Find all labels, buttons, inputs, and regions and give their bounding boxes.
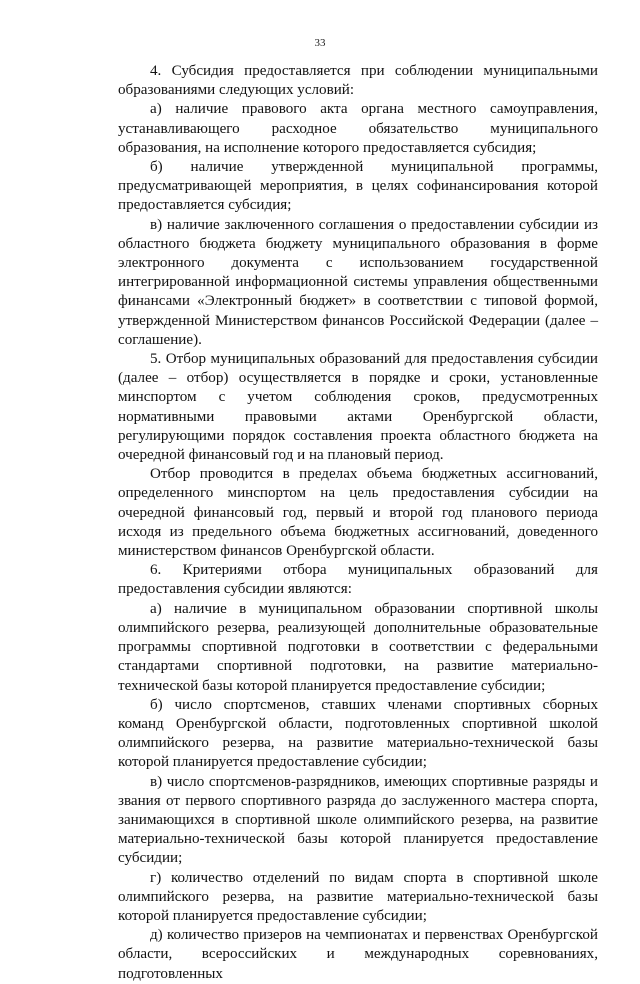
criterion-a-school: а) наличие в муниципальном образовании спортивной школы олимпийского резерва, реализующей дополнительные образовательные программы спортивной подготовки в соответствии с федеральными стандартами спортивной подготовки, на развитие материально-технической базы которой планируется предоставление субсидии; (118, 600, 598, 694)
paragraph-4-conditions: 4. Субсидия предоставляется при соблюдении муниципальными образованиями следующих условий: (118, 63, 598, 99)
criterion-d-departments: г) количество отделений по видам спорта в спортивной школе олимпийского резерва, на развитие материально-технической базы которой планируется предоставление субсидии; (118, 869, 598, 924)
paragraph-5-selection: 5. Отбор муниципальных образований для предоставления субсидии (далее – отбор) осуществляется в порядке и сроки, установленные минспортом с учетом соблюдения сроков, предусмотренных нормативными правовыми актами Оренбургской области, регулирующими порядок составления проекта областного бюджета на очередной финансовый год и на плановый период. (118, 351, 598, 464)
condition-b-program: б) наличие утвержденной муниципальной программы, предусматривающей мероприятия, в целях софинансирования которой предоставляется субсидия; (118, 159, 598, 214)
paragraph-6-criteria: 6. Критериями отбора муниципальных образований для предоставления субсидии являются: (118, 562, 598, 598)
paragraph-selection-limits: Отбор проводится в пределах объема бюджетных ассигнований, определенного минспортом на цель предоставления субсидии на очередной финансовый год, первый и второй год планового периода исходя из предельного объема бюджетных ассигнований, доведенного министерством финансов Оренбургской области. (118, 466, 598, 560)
criterion-c-ranked-athletes: в) число спортсменов-разрядников, имеющих спортивные разряды и звания от первого спортивного разряда до заслуженного мастера спорта, занимающихся в спортивной школе олимпийского резерва, на развитие материально-технической базы которой планируется предоставление субсидии; (118, 773, 598, 867)
page-number: 33 (314, 37, 326, 49)
document-body (118, 62, 598, 984)
condition-a-legal-act: а) наличие правового акта органа местного самоуправления, устанавливающего расходное обязательство муниципального образования, на исполнение которого предоставляется субсидия; (118, 101, 598, 156)
condition-c-agreement: в) наличие заключенного соглашения о предоставлении субсидии из областного бюджета бюджету муниципального образования в форме электронного документа с использованием государственной интегрированной информационной системы управления общественными финансами «Электронный бюджет» в соответствии с типовой формой, утвержденной Министерством финансов Российской Федерации (далее – соглашение). (118, 216, 598, 348)
criterion-e-prize-winners: д) количество призеров на чемпионатах и первенствах Оренбургской области, всероссийских и международных соревнованиях, подготовленных (118, 927, 598, 982)
criterion-b-team-members: б) число спортсменов, ставших членами спортивных сборных команд Оренбургской области, подготовленных спортивной школой олимпийского резерва, на развитие материально-технической базы которой планируется предоставление субсидии; (118, 696, 598, 771)
